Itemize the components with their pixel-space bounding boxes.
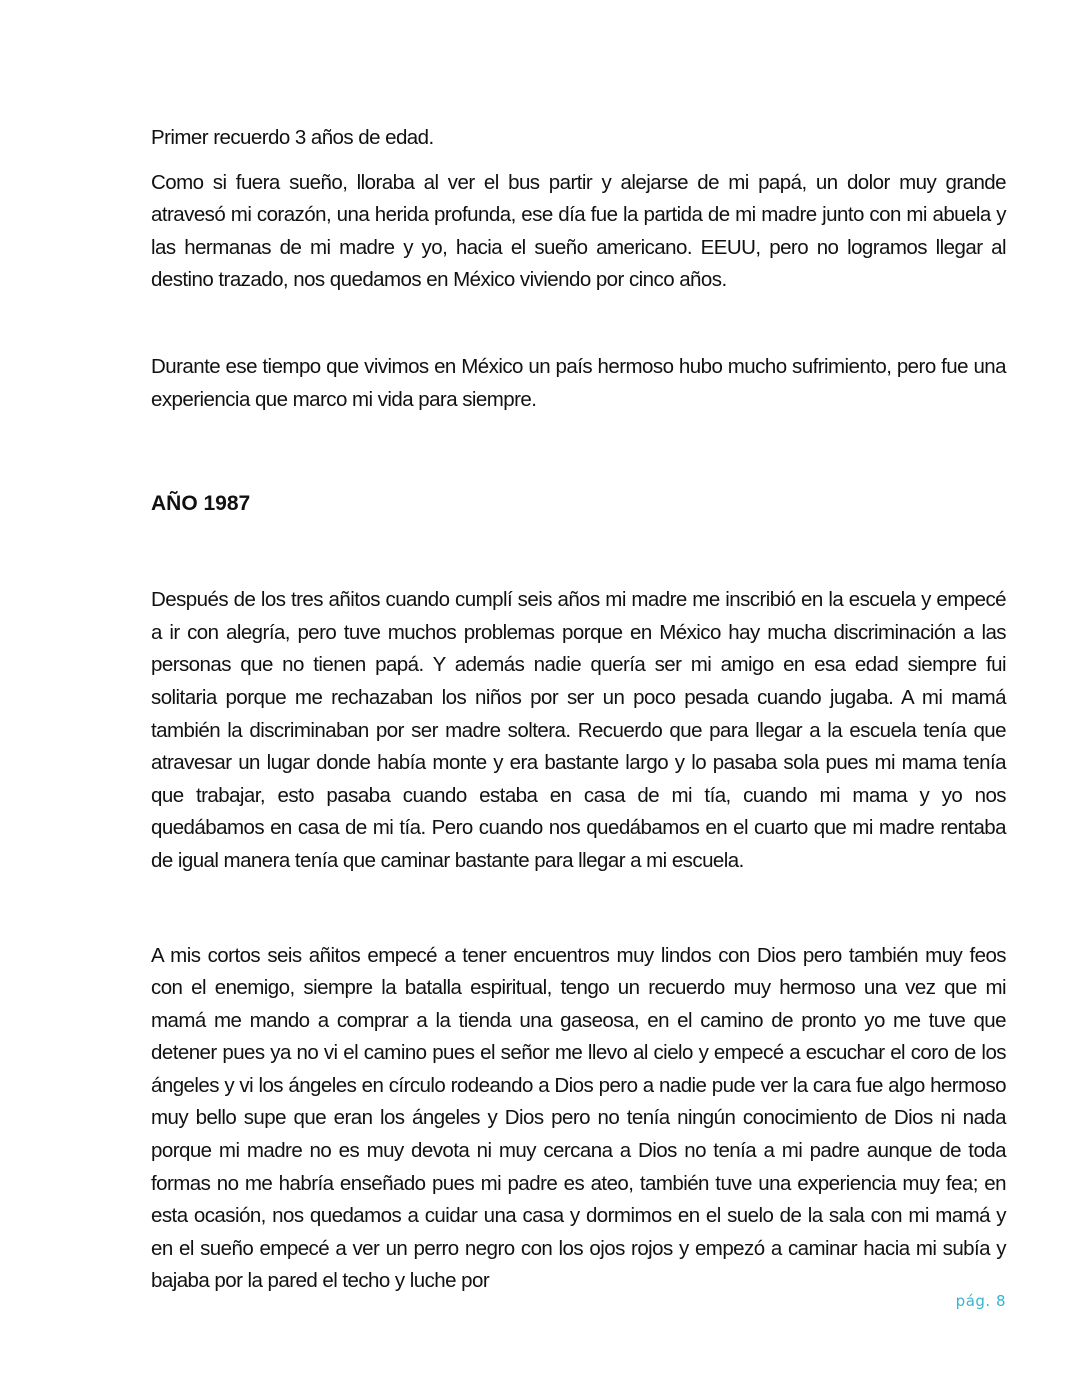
section-heading: AÑO 1987 xyxy=(151,492,251,516)
paragraph-departure: Como si fuera sueño, lloraba al ver el bus partir y alejarse de mi papá, un dolor muy grande atravesó mi corazón, una herida profunda, ese día fue la partida de mi madre junto con mi abuela y las hermanas de mi madre y yo, hacia el sueño americano. EEUU, pero no logramos llegar al destino trazado, nos quedamos en México viviendo por cinco años. xyxy=(151,170,1006,292)
paragraph-school: Después de los tres añitos cuando cumplí seis años mi madre me inscribió en la escuela y empecé a ir con alegría, pero tuve muchos problemas porque en México hay mucha discriminación a las personas que no tienen papá. Y además nadie quería ser mi amigo en esa edad siempre fui solitaria porque me rechazaban los niños por ser un poco pesada cuando jugaba. A mi mamá también la discriminaban por ser madre soltera. Recuerdo que para llegar a la escuela tenía que atravesar un lugar donde había monte y era bastante largo y lo pasaba sola pues mi mama tenía que trabajar, esto pasaba cuando estaba en casa de mi tía, cuando mi mama y yo nos quedábamos en casa de mi tía. Pero cuando nos quedábamos en el cuarto que mi madre rentaba de igual manera tenía que caminar bastante para llegar a mi escuela. xyxy=(151,588,1006,872)
page-body xyxy=(151,122,1006,1298)
paragraph-mexico: Durante ese tiempo que vivimos en México un país hermoso hubo mucho sufrimiento, pero fue una experiencia que marco mi vida para siempre. xyxy=(151,354,1006,411)
intro-line: Primer recuerdo 3 años de edad. xyxy=(151,126,434,149)
paragraph-encounters: A mis cortos seis añitos empecé a tener encuentros muy lindos con Dios pero también muy feos con el enemigo, siempre la batalla espiritual, tengo un recuerdo muy hermoso una vez que mi mamá me mando a comprar a la tienda una gaseosa, en el camino de pronto yo me tuve que detener pues ya no vi el camino pues el señor me llevo al cielo y empecé a escuchar el coro de los ángeles y vi los ángeles en círculo rodeando a Dios pero a nadie pude ver la cara fue algo hermoso muy bello supe que eran los ángeles y Dios pero no tenía ningún conocimiento de Dios ni nada porque mi madre no es muy devota ni muy cercana a Dios no tenía a mi padre aunque de toda formas no me habría enseñado pues mi padre es ateo, también tuve una experiencia muy fea; en esta ocasión, nos quedamos a cuidar una casa y dormimos en el suelo de la sala con mi mamá y en el sueño empecé a ver un perro negro con los ojos rojos y empezó a caminar hacia mi subía y bajaba por la pared el techo y luche por xyxy=(151,943,1006,1293)
page-number: pág. 8 xyxy=(955,1292,1006,1310)
